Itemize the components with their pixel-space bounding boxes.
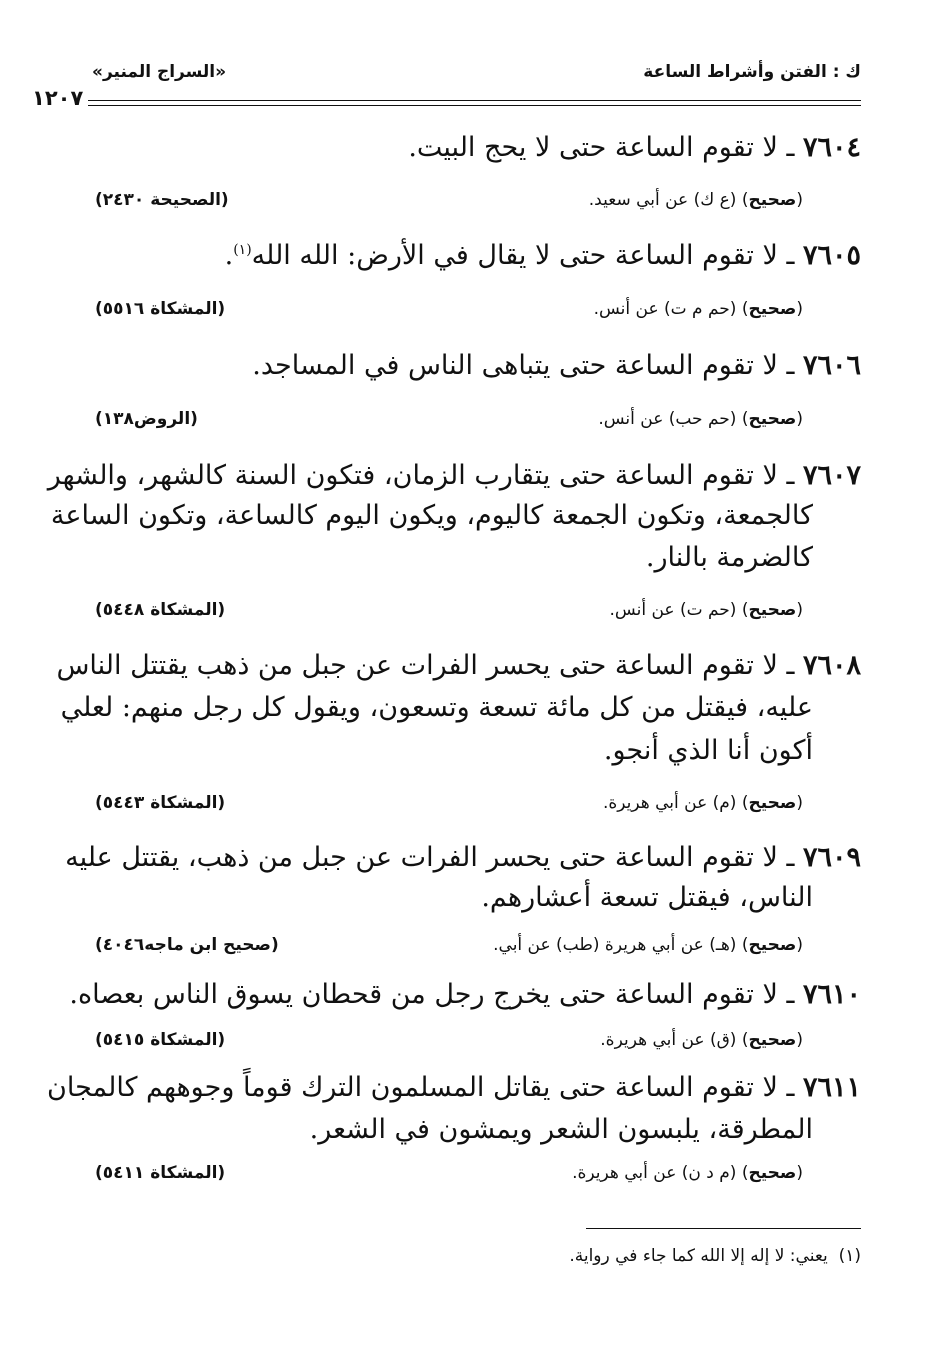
hadith-7607-reference: (المشكاة ٥٤٤٨)	[95, 600, 226, 620]
hadith-7606-grading: (صحيح) (حم حب) عن أنس.	[598, 409, 803, 429]
footnote-text: يعني: لا إله إلا الله كما جاء في رواية.	[569, 1246, 828, 1266]
hadith-7605-grading: (صحيح) (حم م ت) عن أنس.	[593, 299, 803, 319]
hadith-7608-line-1: ٧٦٠٨ ـ لا تقوم الساعة حتى يحسر الفرات عن جبل من ذهب يقتتل الناس	[56, 650, 861, 681]
book-title: «السراج المنير»	[92, 62, 227, 82]
hadith-7606-line-1: ٧٦٠٦ ـ لا تقوم الساعة حتى يتباهى الناس في المساجد.	[252, 350, 861, 381]
hadith-7608-reference: (المشكاة ٥٤٤٣)	[95, 793, 226, 813]
hadith-7605-reference: (المشكاة ٥٥١٦)	[95, 299, 226, 319]
hadith-7611-line-1: ٧٦١١ ـ لا تقوم الساعة حتى يقاتل المسلمون الترك قوماً وجوههم كالمجان	[47, 1072, 861, 1103]
hadith-7607-line-1: ٧٦٠٧ ـ لا تقوم الساعة حتى يتقارب الزمان، فتكون السنة كالشهر، والشهر	[47, 460, 861, 491]
hadith-7609-grading: (صحيح) (هـ) عن أبي هريرة (طب) عن أبي.	[493, 935, 803, 955]
hadith-7607-line-2: كالجمعة، وتكون الجمعة كاليوم، ويكون اليوم كالساعة، وتكون الساعة	[50, 500, 813, 531]
header-rule-secondary	[88, 105, 861, 106]
hadith-7604-reference: (الصحيحة ٢٤٣٠)	[95, 190, 229, 210]
page-number: ١٢٠٧	[32, 86, 84, 110]
hadith-7606-reference: (الروض١٣٨)	[95, 409, 198, 429]
hadith-7611-reference: (المشكاة ٥٤١١)	[95, 1163, 226, 1183]
header-rule	[88, 100, 861, 101]
footnote	[569, 1246, 861, 1266]
hadith-7604-line-1: ٧٦٠٤ ـ لا تقوم الساعة حتى لا يحج البيت.	[408, 132, 861, 163]
hadith-7605-line-1: ٧٦٠٥ ـ لا تقوم الساعة حتى لا يقال في الأرض: الله الله$^{(١)}$.	[224, 240, 861, 271]
footnote-number: (١)	[838, 1246, 861, 1266]
hadith-7610-grading: (صحيح) (ق) عن أبي هريرة.	[600, 1030, 803, 1050]
hadith-7611-grading: (صحيح) (م د ن) عن أبي هريرة.	[572, 1163, 803, 1183]
hadith-7608-line-2: عليه، فيقتل من كل مائة تسعة وتسعون، ويقول كل رجل منهم: لعلي	[60, 692, 813, 723]
hadith-7611-line-2: المطرقة، يلبسون الشعر ويمشون في الشعر.	[309, 1114, 813, 1145]
hadith-7610-reference: (المشكاة ٥٤١٥)	[95, 1030, 226, 1050]
chapter-title: ك : الفتن وأشراط الساعة	[643, 62, 861, 82]
hadith-7607-line-3: كالضرمة بالنار.	[645, 542, 813, 573]
footnote-marker[interactable]: (١)	[233, 242, 252, 258]
hadith-7610-line-1: ٧٦١٠ ـ لا تقوم الساعة حتى يخرج رجل من قحطان يسوق الناس بعصاه.	[69, 979, 861, 1010]
hadith-7609-reference: (صحيح ابن ماجه٤٠٤٦)	[95, 935, 279, 955]
hadith-7609-line-1: ٧٦٠٩ ـ لا تقوم الساعة حتى يحسر الفرات عن جبل من ذهب، يقتتل عليه	[65, 842, 861, 873]
hadith-7607-grading: (صحيح) (حم ت) عن أنس.	[609, 600, 803, 620]
hadith-7609-line-2: الناس، فيقتل تسعة أعشارهم.	[481, 882, 813, 913]
hadith-7604-grading: (صحيح) (ع ك) عن أبي سعيد.	[588, 190, 803, 210]
hadith-7608-line-3: أكون أنا الذي أنجو.	[603, 735, 813, 766]
hadith-7608-grading: (صحيح) (م) عن أبي هريرة.	[602, 793, 803, 813]
footnote-rule	[586, 1228, 861, 1229]
